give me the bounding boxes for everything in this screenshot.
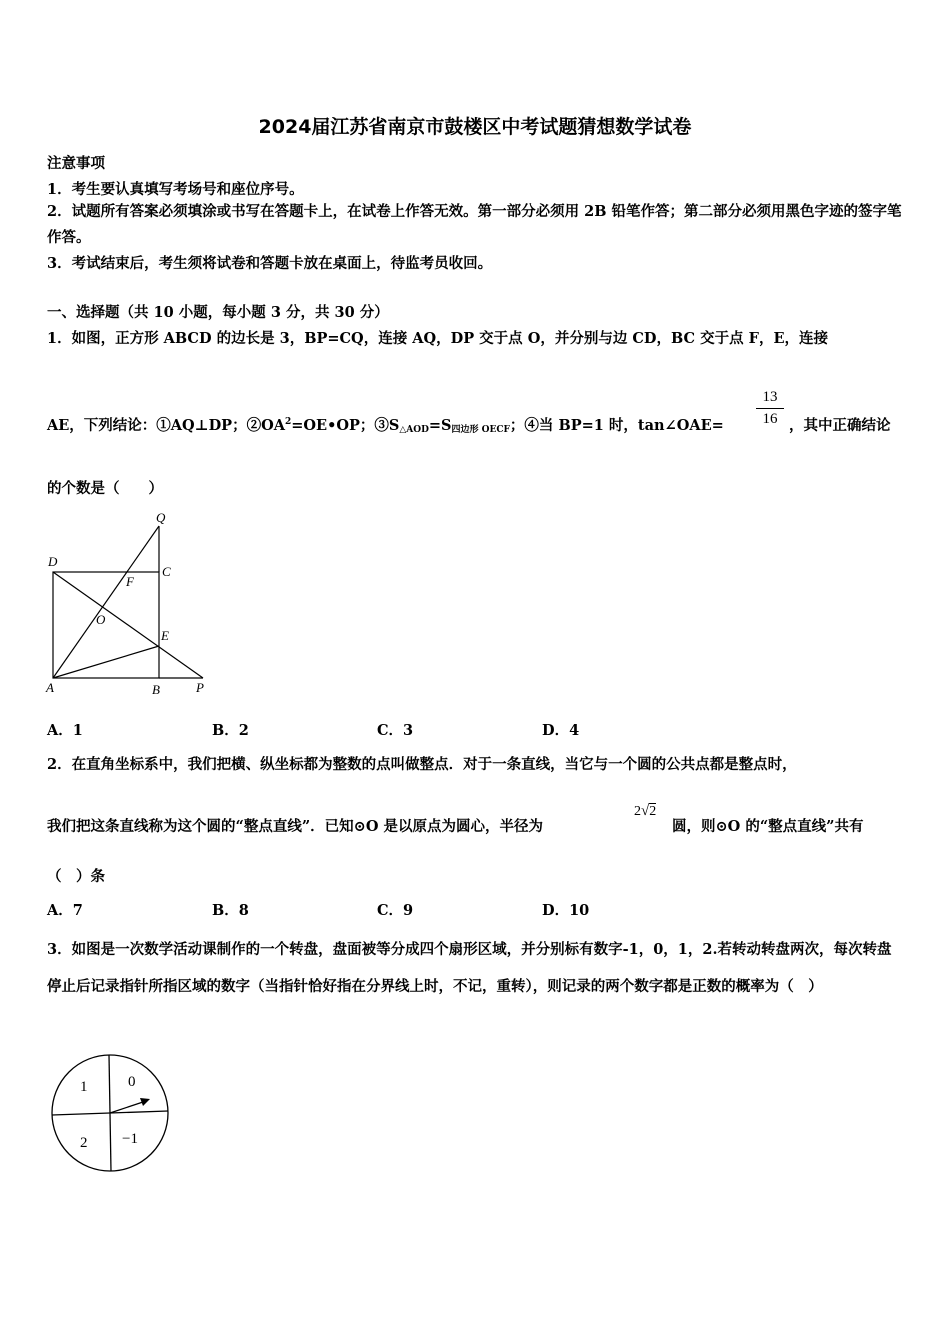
label-b: B bbox=[152, 682, 160, 697]
pointer-arrowhead-icon bbox=[140, 1098, 150, 1106]
q1-option-d[interactable]: D．4 bbox=[542, 722, 580, 739]
q3-spinner-figure bbox=[48, 1052, 178, 1182]
sector-label-2: 2 bbox=[80, 1135, 88, 1151]
label-a: A bbox=[46, 680, 54, 695]
label-p: P bbox=[196, 680, 204, 695]
notice-item: 1．考生要认真填写考场号和座位序号。 bbox=[47, 181, 304, 198]
label-d: D bbox=[48, 554, 58, 569]
notice-heading: 注意事项 bbox=[47, 155, 105, 172]
q2-option-c[interactable]: C．9 bbox=[377, 902, 414, 919]
q2-stem-line3: （ ）条 bbox=[47, 868, 105, 885]
q2-stem-line2-end: 圆，则⊙O 的“整点直线”共有 bbox=[672, 818, 864, 835]
label-f: F bbox=[126, 574, 134, 589]
label-q: Q bbox=[156, 510, 166, 525]
sector-label-1: 1 bbox=[80, 1079, 88, 1095]
q2-option-d[interactable]: D．10 bbox=[542, 902, 590, 919]
section-heading: 一、选择题（共 10 小题，每小题 3 分，共 30 分） bbox=[47, 304, 389, 321]
q1-fraction: $\frac{13}{16}$ bbox=[756, 389, 784, 428]
q2-radius: 2√2 bbox=[634, 803, 657, 819]
q1-option-c[interactable]: C．3 bbox=[377, 722, 414, 739]
q1-option-a[interactable]: A．1 bbox=[47, 722, 83, 739]
q1-stem-line1: 1．如图，正方形 ABCD 的边长是 3，BP=CQ，连接 AQ，DP 交于点 O，并分别与边 CD，BC 交于点 F，E，连接 bbox=[47, 330, 828, 347]
q2-option-b[interactable]: B．8 bbox=[212, 902, 249, 919]
q2-option-a[interactable]: A．7 bbox=[47, 902, 83, 919]
q1-stem-line2-end: ，其中正确结论 bbox=[789, 417, 891, 434]
notice-item: 2．试题所有答案必须填涂或书写在答题卡上，在试卷上作答无效。第一部分必须用 2B 铅笔作答；第二部分必须用黑色字迹的签字笔作答。 bbox=[47, 203, 902, 246]
label-o: O bbox=[96, 612, 106, 627]
label-e: E bbox=[161, 628, 169, 643]
line-aq bbox=[53, 526, 159, 678]
spinner-pointer bbox=[110, 1101, 146, 1113]
q2-stem-line1: 2．在直角坐标系中，我们把横、纵坐标都为整数的点叫做整点．对于一条直线，当它与一个圆的公共点都是整点时， bbox=[47, 756, 797, 773]
sector-label-neg1: −1 bbox=[122, 1131, 138, 1147]
page-title: 2024届江苏省南京市鼓楼区中考试题猜想数学试卷 bbox=[258, 116, 692, 138]
sector-label-0: 0 bbox=[128, 1074, 136, 1090]
label-c: C bbox=[162, 564, 171, 579]
line-ae bbox=[53, 646, 159, 678]
q2-stem-line2: 我们把这条直线称为这个圆的“整点直线”．已知⊙O 是以原点为圆心，半径为 bbox=[47, 818, 544, 835]
q1-stem-line3: 的个数是（ ） bbox=[47, 480, 163, 497]
q3-stem: 3．如图是一次数学活动课制作的一个转盘，盘面被等分成四个扇形区域，并分别标有数字-1，0，1，2.若转动转盘两次，每次转盘停止后记录指针所指区域的数字（当指针恰好指在分界线上时，不记，重转），则记录的两个数字都是正数的概率为（ ） bbox=[47, 941, 892, 995]
q1-square-figure bbox=[40, 508, 220, 703]
q1-option-b[interactable]: B．2 bbox=[212, 722, 249, 739]
q1-stem-line2: AE，下列结论：①AQ⊥DP；$②OA^2=OE•OP$；$③S_{\triangle AOD}=S_{四边形 OECF}$；④当 BP=1 时，tan∠OAE= bbox=[47, 417, 724, 435]
notice-item: 3．考试结束后，考生须将试卷和答题卡放在桌面上，待监考员收回。 bbox=[47, 255, 493, 272]
